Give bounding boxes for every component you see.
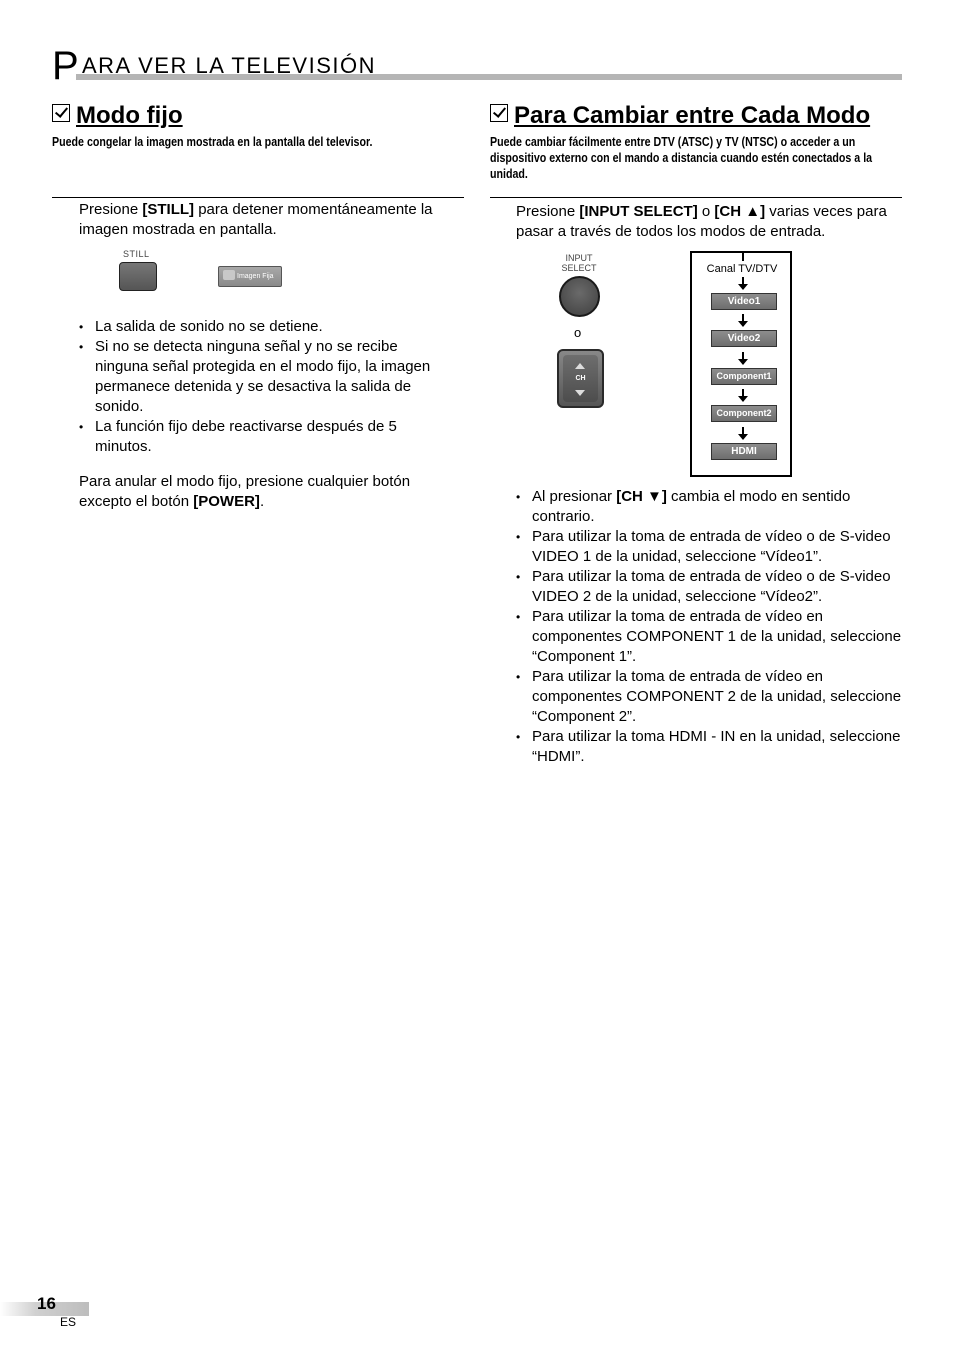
loop-connector (742, 251, 744, 261)
loop-line-right (790, 251, 792, 477)
list-item: • Para utilizar la toma de entrada de vídeo o de S-video VIDEO 2 de la unidad, seleccione “Vídeo2”. (516, 567, 904, 607)
language-code: ES (60, 1315, 77, 1329)
list-item: • La salida de sonido no se detiene. (79, 317, 454, 337)
list-item: • Al presionar [CH ▼] cambia el modo en sentido contrario. (516, 487, 904, 527)
section-subtitle: Puede cambiar fácilmente entre DTV (ATSC) y TV (NTSC) o acceder a un dispositivo externo con el mando a distancia cuando estén conectados a la unidad. (490, 134, 873, 181)
list-item: • Para utilizar la toma HDMI - IN en la unidad, seleccione “HDMI”. (516, 727, 904, 767)
list-item: • La función fijo debe reactivarse después de 5 minutos. (79, 417, 454, 457)
chevron-up-icon (575, 363, 585, 369)
list-item: • Para utilizar la toma de entrada de vídeo o de S-video VIDEO 1 de la unidad, seleccione “Vídeo1”. (516, 527, 904, 567)
arrow-down-icon (740, 314, 746, 326)
arrow-down-icon (740, 427, 746, 439)
divider (490, 197, 902, 198)
checkbox-icon (490, 104, 508, 122)
checkbox-icon (52, 104, 70, 122)
still-button[interactable] (119, 262, 157, 291)
flow-item-canal: Canal TV/DTV (706, 263, 778, 275)
input-select-button[interactable] (559, 276, 600, 317)
instruction-text: Presione [INPUT SELECT] o [CH ▲] varias veces para pasar a través de todos los modos de entrada. (516, 203, 887, 240)
chevron-down-icon (575, 390, 585, 396)
cancel-text: Para anular el modo fijo, presione cualquier botón excepto el botón [POWER]. (79, 473, 411, 510)
channel-button[interactable] (557, 349, 604, 408)
loop-line-top (690, 251, 792, 253)
notes-list (516, 487, 904, 767)
section-title-modo-fijo: Modo fijo (52, 101, 183, 131)
flow-item-component1: Component1 (711, 368, 777, 385)
osd-still-indicator: Imagen Fija (218, 266, 282, 287)
list-item: • Para utilizar la toma de entrada de vídeo en componentes COMPONENT 2 de la unidad, seleccione “Component 2”. (516, 667, 904, 727)
loop-line-left (690, 251, 692, 477)
flow-item-hdmi: HDMI (711, 443, 777, 460)
pause-icon (223, 270, 235, 280)
still-label: STILL (123, 249, 150, 259)
list-item: • Para utilizar la toma de entrada de vídeo en componentes COMPONENT 1 de la unidad, seleccione “Component 1”. (516, 607, 904, 667)
or-label: o (574, 325, 582, 340)
arrow-down-icon (740, 277, 746, 289)
arrow-down-icon (740, 352, 746, 364)
section-title-cambiar-modo: Para Cambiar entre Cada Modo (490, 101, 870, 131)
flow-item-component2: Component2 (711, 405, 777, 422)
loop-line-bottom (690, 475, 792, 477)
input-select-label: INPUT SELECT (561, 253, 597, 273)
flow-item-video1: Video1 (711, 293, 777, 310)
arrow-down-icon (740, 389, 746, 401)
flow-item-video2: Video2 (711, 330, 777, 347)
notes-list (79, 317, 454, 457)
section-subtitle: Puede congelar la imagen mostrada en la pantalla del televisor. (52, 134, 373, 149)
ch-label: CH (575, 375, 586, 382)
list-item: • Si no se detecta ninguna señal y no se recibe ninguna señal protegida en el modo fijo, la imagen permanece detenida y se desactiva la salida de sonido. (79, 337, 454, 417)
page-title-initial: P (52, 44, 79, 88)
divider (52, 197, 464, 198)
page-number: 16 (37, 1294, 56, 1313)
page-title: ARA VER LA TELEVISIÓN (82, 53, 376, 78)
instruction-text: Presione [STILL] para detener momentáneamente la imagen mostrada en pantalla. (79, 201, 433, 238)
